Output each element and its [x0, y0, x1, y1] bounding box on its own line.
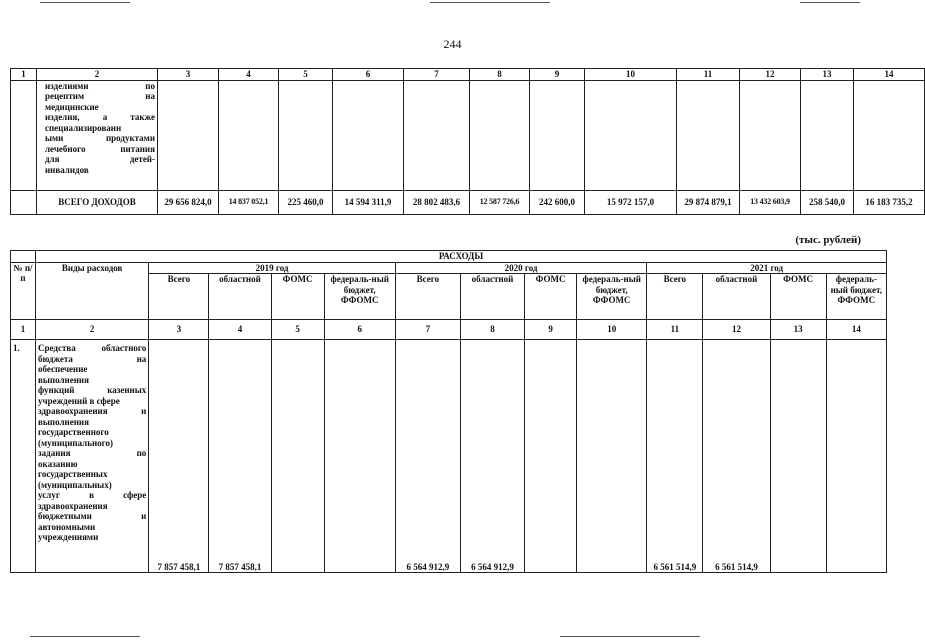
col-type-header: Виды расходов: [36, 262, 149, 320]
year-header-2021: 2021 год: [647, 262, 887, 274]
scan-line-top-left: [40, 2, 130, 3]
label-line: государственного: [38, 427, 109, 437]
col-num: 13: [770, 320, 826, 340]
label-line: медицинские: [45, 101, 99, 112]
col-num: 3: [158, 69, 219, 81]
total-value: 14 837 052,1: [219, 190, 279, 214]
sub-header: ФОМС: [525, 274, 577, 320]
sub-header: Всего: [647, 274, 703, 320]
label-line: (муниципального): [38, 437, 114, 448]
col-num: 8: [470, 69, 530, 81]
col-num: 9: [525, 320, 577, 340]
row-value: [770, 340, 826, 573]
label-line: (муниципальных): [38, 479, 112, 490]
col-num: 6: [324, 320, 395, 340]
sub-header: федераль-ный бюджет, ФФОМС: [826, 274, 886, 320]
expenses-row-1: [11, 340, 887, 573]
total-value: 258 540,0: [801, 190, 854, 214]
revenue-continued-label: [37, 80, 158, 190]
total-value: 242 600,0: [530, 190, 585, 214]
col-num: 10: [577, 320, 647, 340]
col-num: 1: [11, 69, 37, 81]
total-value: 14 594 311,9: [333, 190, 404, 214]
label-line: Средства областного: [38, 343, 147, 353]
label-line: изделиями по: [45, 80, 155, 91]
label-line: функций казенных: [38, 385, 147, 395]
year-header-2020: 2020 год: [395, 262, 647, 274]
label-line: ыми продуктами: [45, 133, 155, 143]
sub-header: областной: [209, 274, 271, 320]
row-value: [826, 340, 886, 573]
sub-header: федераль-ный бюджет, ФФОМС: [324, 274, 395, 320]
expenses-title-row: [11, 251, 887, 263]
col-no-header: № п/п: [11, 262, 36, 320]
col-num: 8: [460, 320, 524, 340]
col-num: 5: [271, 320, 324, 340]
col-num: 4: [209, 320, 271, 340]
label-line: бюджета на: [38, 353, 147, 364]
scan-line-top-mid: [430, 2, 550, 3]
units-note: (тыс. рублей): [795, 234, 861, 246]
row-value: 6 564 912,9: [460, 340, 524, 573]
sub-header: федераль-ный бюджет, ФФОМС: [577, 274, 647, 320]
total-value: 29 656 824,0: [158, 190, 219, 214]
total-label: ВСЕГО ДОХОДОВ: [37, 190, 158, 214]
expenses-table: [10, 250, 887, 573]
sub-header: областной: [703, 274, 770, 320]
row-value: [324, 340, 395, 573]
col-num: 5: [279, 69, 333, 81]
col-num: 7: [404, 69, 470, 81]
year-header-2019: 2019 год: [149, 262, 396, 274]
col-num: 1: [11, 320, 36, 340]
col-num: 14: [854, 69, 925, 81]
label-line: обеспечение: [38, 364, 88, 374]
label-line: выполнения: [38, 416, 89, 427]
col-num: 10: [585, 69, 677, 81]
col-num: 4: [219, 69, 279, 81]
revenue-total-row: [11, 190, 925, 214]
row-value: [577, 340, 647, 573]
col-num: 12: [703, 320, 770, 340]
total-value: 225 460,0: [279, 190, 333, 214]
label-line: для детей-: [45, 154, 155, 164]
label-line: задания по: [38, 448, 147, 458]
sub-header: ФОМС: [770, 274, 826, 320]
total-value: 15 972 157,0: [585, 190, 677, 214]
row-value: 7 857 458,1: [209, 340, 271, 573]
col-num: 6: [333, 69, 404, 81]
total-value: 29 874 879,1: [677, 190, 740, 214]
revenue-col-numbers-row: [11, 69, 925, 81]
row-number: 1.: [11, 340, 36, 573]
col-num: 7: [395, 320, 460, 340]
col-num: 13: [801, 69, 854, 81]
scan-line-top-right: [800, 2, 860, 3]
revenue-continued-row: [11, 80, 925, 190]
label-line: рецептим на: [45, 91, 155, 101]
total-value: 13 432 603,9: [740, 190, 801, 214]
label-line: услуг в сфере: [38, 490, 147, 500]
col-num: 12: [740, 69, 801, 81]
label-line: государственных: [38, 469, 108, 479]
row-value: 7 857 458,1: [149, 340, 209, 573]
page-number: 244: [443, 37, 462, 51]
sub-header: ФОМС: [271, 274, 324, 320]
label-line: здравоохранения и: [38, 406, 147, 416]
revenue-table: [10, 68, 925, 215]
label-line: здравоохранения: [38, 500, 108, 511]
total-value: 28 802 483,6: [404, 190, 470, 214]
col-num: 2: [36, 320, 149, 340]
row-value: 6 561 514,9: [647, 340, 703, 573]
expenses-col-numbers-row: [11, 320, 887, 340]
col-num: 3: [149, 320, 209, 340]
label-line: выполнения: [38, 374, 89, 385]
col-num: 14: [826, 320, 886, 340]
total-value: 16 183 735,2: [854, 190, 925, 214]
expenses-title: РАСХОДЫ: [36, 251, 887, 263]
col-num: 9: [530, 69, 585, 81]
label-line: специализированн: [45, 122, 122, 133]
col-num: 11: [647, 320, 703, 340]
sub-header: Всего: [395, 274, 460, 320]
total-value: 12 587 726,6: [470, 190, 530, 214]
label-line: инвалидов: [45, 164, 89, 175]
scan-line-bottom-left: [30, 636, 140, 637]
row-value: 6 564 912,9: [395, 340, 460, 573]
col-num: 2: [37, 69, 158, 81]
row-value: [271, 340, 324, 573]
row-label: [36, 340, 149, 573]
label-line: лечебного питания: [45, 143, 155, 154]
label-line: автономными: [38, 521, 96, 532]
sub-header: областной: [460, 274, 524, 320]
label-line: оказанию: [38, 458, 78, 469]
label-line: учреждениями: [38, 532, 99, 542]
label-line: учреждений в сфере: [38, 395, 120, 406]
label-line: изделия, а также: [45, 112, 155, 122]
row-value: 6 561 514,9: [703, 340, 770, 573]
expenses-year-row: [11, 262, 887, 274]
label-line: бюджетными и: [38, 511, 147, 521]
col-num: 11: [677, 69, 740, 81]
scan-line-bottom-right: [560, 636, 700, 637]
row-value: [525, 340, 577, 573]
sub-header: Всего: [149, 274, 209, 320]
